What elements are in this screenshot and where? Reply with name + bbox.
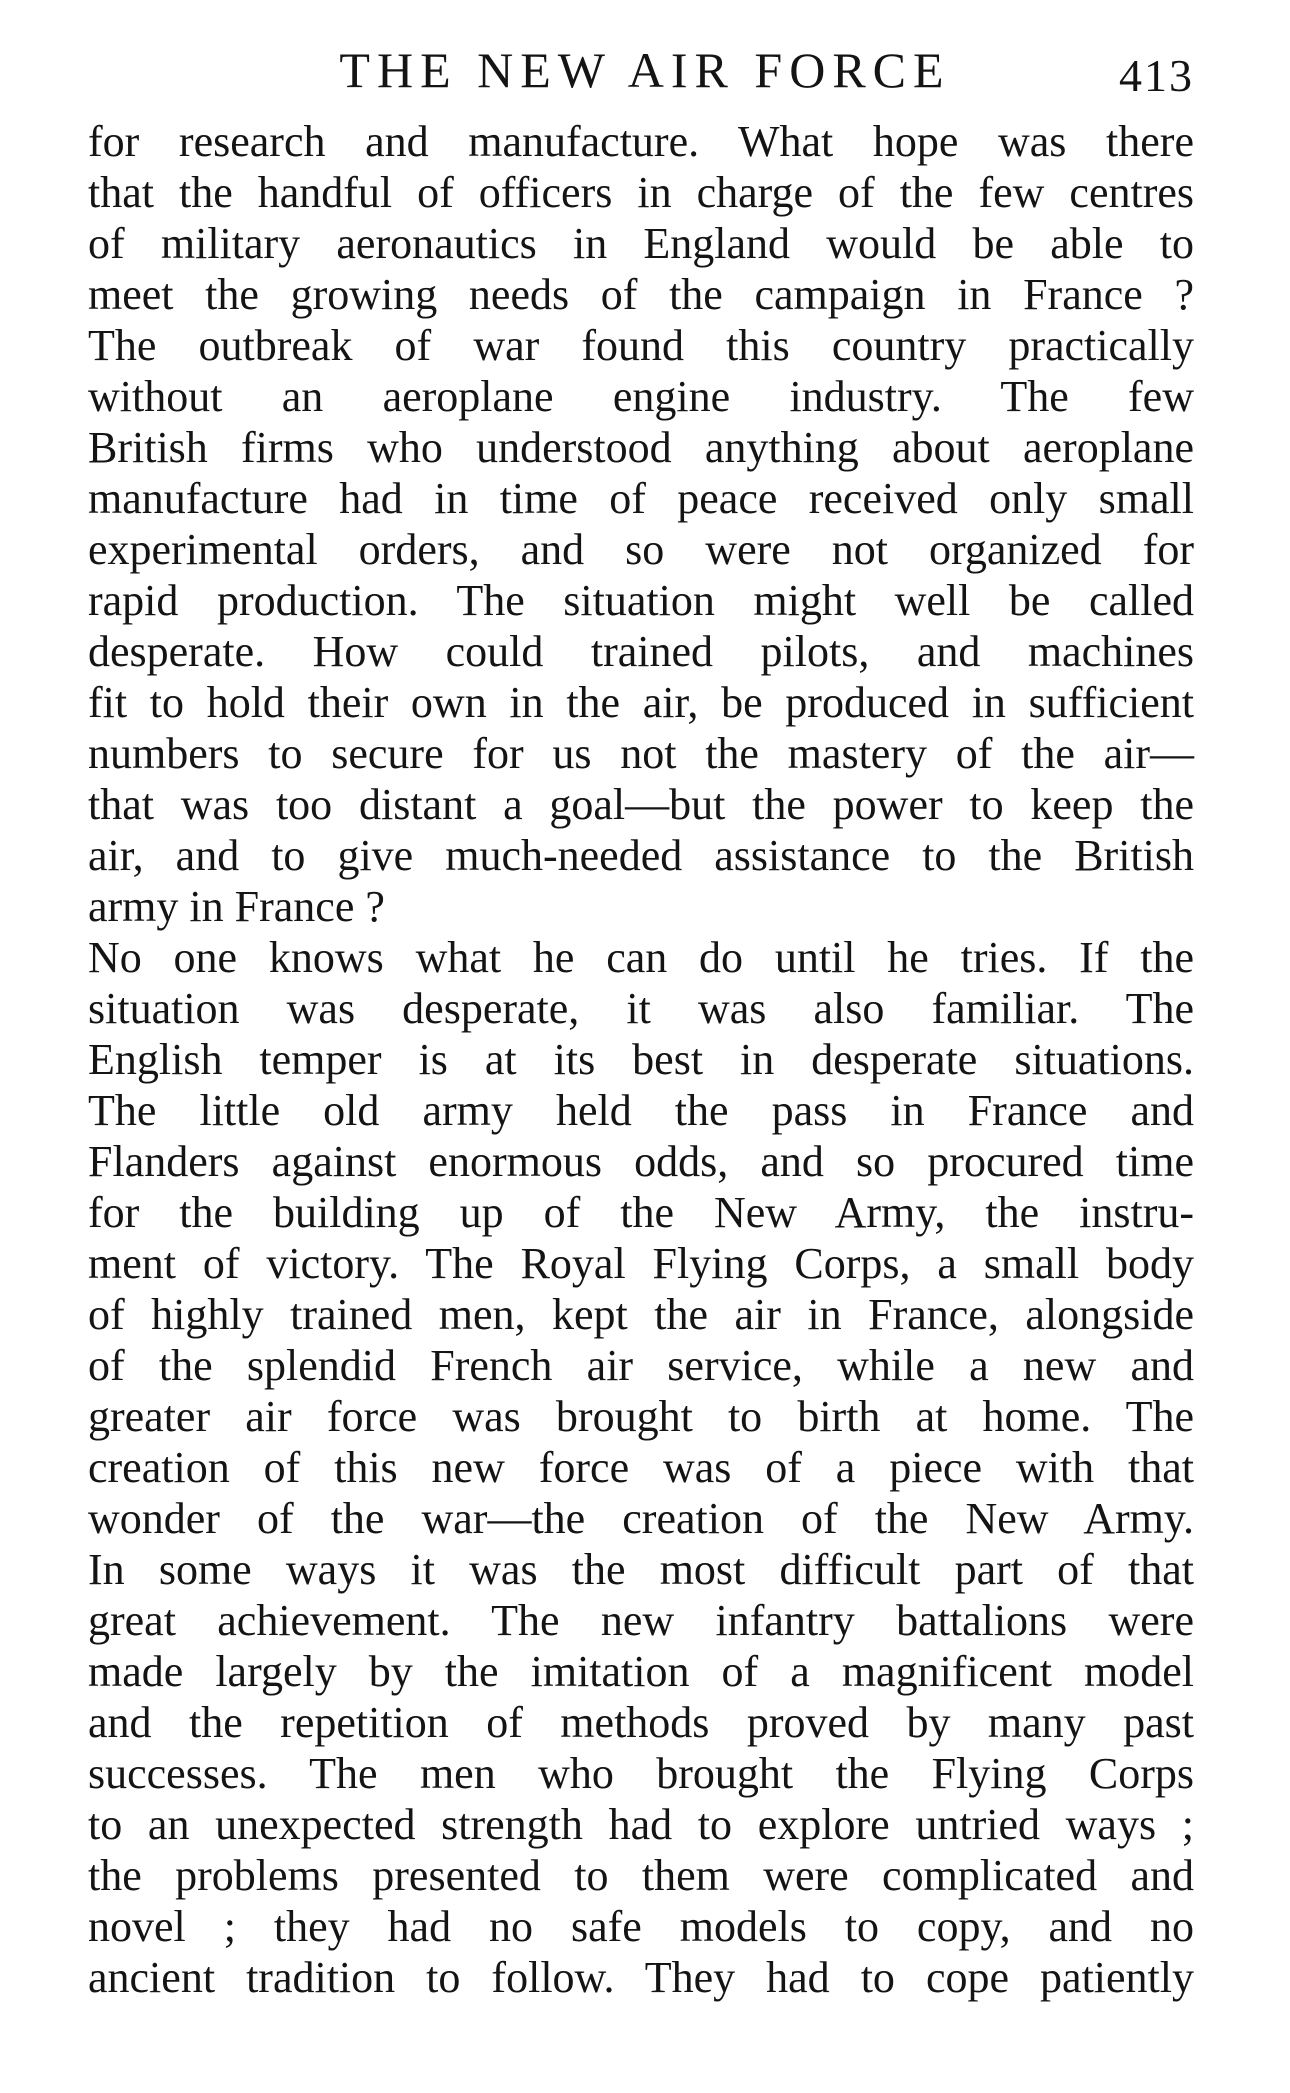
text-line: desperate. How could trained pilots, and machines: [88, 627, 1194, 676]
text-line: experimental orders, and so were not organized for: [88, 525, 1194, 574]
paragraph-end-line: army in France ?: [88, 882, 385, 931]
text-line: The little old army held the pass in France and: [88, 1086, 1194, 1135]
text-line: ancient tradition to follow. They had to cope patiently: [88, 1953, 1194, 2002]
text-line: of highly trained men, kept the air in France, alongside: [88, 1290, 1194, 1339]
text-line: ment of victory. The Royal Flying Corps, a small body: [88, 1239, 1194, 1288]
body-text: [88, 116, 1194, 2003]
text-line: fit to hold their own in the air, be produced in sufficient: [88, 678, 1194, 727]
text-line: numbers to secure for us not the mastery of the air—: [88, 729, 1194, 778]
text-line: creation of this new force was of a piece with that: [88, 1443, 1194, 1492]
text-line: of the splendid French air service, while a new and: [88, 1341, 1194, 1390]
text-line: that was too distant a goal—but the power to keep the: [88, 780, 1194, 829]
text-line: for the building up of the New Army, the instru-: [88, 1188, 1194, 1237]
text-line: manufacture had in time of peace received only small: [88, 474, 1194, 523]
text-line: In some ways it was the most difficult part of that: [88, 1545, 1194, 1594]
text-line: without an aeroplane engine industry. The few: [88, 372, 1194, 421]
text-line: Flanders against enormous odds, and so procured time: [88, 1137, 1194, 1186]
running-head: [88, 38, 1194, 102]
text-line: air, and to give much-needed assistance to the British: [88, 831, 1194, 880]
paragraph-start-line: No one knows what he can do until he tries. If the: [88, 933, 1194, 982]
text-line: to an unexpected strength had to explore untried ways ;: [88, 1800, 1194, 1849]
text-line: British firms who understood anything about aeroplane: [88, 423, 1194, 472]
text-line: meet the growing needs of the campaign in France ?: [88, 270, 1194, 319]
text-line: successes. The men who brought the Flying Corps: [88, 1749, 1194, 1798]
text-line: for research and manufacture. What hope was there: [88, 117, 1194, 166]
text-line: The outbreak of war found this country practically: [88, 321, 1194, 370]
text-line: novel ; they had no safe models to copy, and no: [88, 1902, 1194, 1951]
text-line: wonder of the war—the creation of the New Army.: [88, 1494, 1194, 1543]
text-line: situation was desperate, it was also familiar. The: [88, 984, 1194, 1033]
page-number: 413: [1119, 50, 1194, 101]
text-line: greater air force was brought to birth at home. The: [88, 1392, 1194, 1441]
text-line: made largely by the imitation of a magnificent model: [88, 1647, 1194, 1696]
text-line: English temper is at its best in desperate situations.: [88, 1035, 1194, 1084]
text-line: the problems presented to them were complicated and: [88, 1851, 1194, 1900]
text-line: and the repetition of methods proved by many past: [88, 1698, 1194, 1747]
text-line: great achievement. The new infantry battalions were: [88, 1596, 1194, 1645]
text-line: rapid production. The situation might well be called: [88, 576, 1194, 625]
text-line: that the handful of officers in charge of the few centres: [88, 168, 1194, 217]
text-line: of military aeronautics in England would be able to: [88, 219, 1194, 268]
running-title: THE NEW AIR FORCE: [339, 42, 951, 98]
